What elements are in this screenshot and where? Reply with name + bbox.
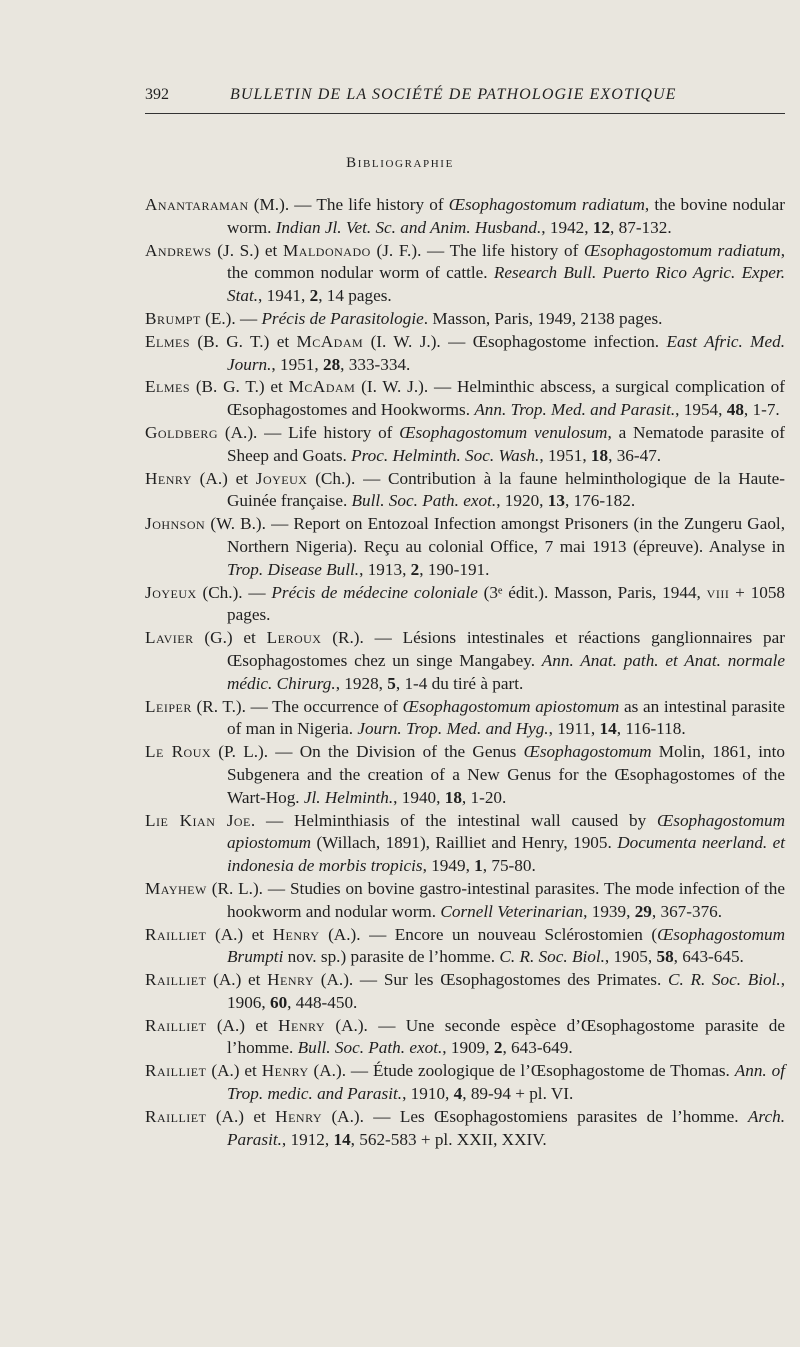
- reference-text: , 1942,: [541, 217, 593, 237]
- reference-volume: 58: [656, 947, 674, 967]
- reference-volume: 4: [453, 1084, 463, 1104]
- reference-text: (A.) et: [191, 468, 256, 488]
- reference-title: C. R. Soc. Biol.: [667, 970, 781, 990]
- reference-text: , a Nematode parasite of Sheep and Goats.: [227, 422, 785, 465]
- reference-author: Goldberg: [145, 422, 219, 442]
- reference-coauthor: Joyeux: [255, 468, 308, 488]
- reference-text: (3ᵉ édit.). Masson, Paris, 1944,: [477, 582, 707, 602]
- reference-title: Bull. Soc. Path. exot.: [297, 1038, 443, 1058]
- reference-title: Œsophagostomum Brumpti: [227, 924, 786, 967]
- reference-text: (A.). — Étude zoologique de l’Œsophagostome de Thomas.: [308, 1061, 735, 1081]
- reference-volume: 18: [444, 787, 462, 807]
- reference-volume: 14: [333, 1129, 351, 1149]
- reference-text: (Ch.). — Contribution à la faune helminthologique de la Haute-Guinée française.: [227, 468, 786, 511]
- reference-text: , 36-47.: [608, 445, 662, 465]
- reference-text: Molin, 1861, into Subgenera and the creation of a New Genus for the Œsophagostomes of the Wart-Hog.: [227, 742, 786, 807]
- reference-text: (A.). — Sur les Œsophagostomes des Primates.: [314, 970, 668, 990]
- header-rule: [145, 113, 785, 114]
- bibliography-list: [145, 194, 785, 1151]
- reference-title: Ann. Trop. Med. and Parasit.: [474, 400, 676, 420]
- reference-text: , 1906,: [227, 970, 786, 1012]
- reference-entry: [145, 308, 785, 331]
- reference-entry: [145, 422, 785, 468]
- reference-title: East Afric. Med. Journ.: [227, 331, 786, 374]
- reference-text: (J. S.) et: [211, 240, 284, 260]
- reference-text: , 1951,: [539, 445, 591, 465]
- reference-author: Railliet: [145, 1106, 207, 1126]
- reference-coauthor: Henry: [272, 924, 320, 944]
- reference-entry: [145, 468, 785, 514]
- reference-entry: [145, 240, 785, 308]
- reference-entry: [145, 513, 785, 581]
- reference-text: (A.) et: [206, 1015, 279, 1035]
- reference-author: Railliet: [145, 970, 207, 990]
- reference-title: Trop. Disease Bull.: [227, 559, 360, 579]
- reference-text: (R. L.). — Studies on bovine gastro-intestinal parasites. The mode infection of the hookworm and nodular worm.: [206, 878, 785, 921]
- reference-title: Œsophagostomum: [523, 742, 652, 762]
- reference-title: Œsophagostomum radiatum: [584, 240, 781, 260]
- reference-coauthor: Leroux: [266, 628, 322, 648]
- reference-text: , 643-649.: [502, 1038, 573, 1058]
- reference-volume: 60: [269, 992, 288, 1012]
- reference-title: C. R. Soc. Biol.: [499, 947, 605, 967]
- reference-coauthor: viii: [706, 582, 730, 602]
- reference-text: , 176-182.: [564, 491, 636, 511]
- reference-author: Andrews: [145, 240, 212, 260]
- reference-text: , 562-583 + pl. XXII, XXIV.: [350, 1129, 547, 1149]
- reference-author: Railliet: [145, 1015, 207, 1035]
- reference-volume: 18: [590, 445, 609, 465]
- reference-text: , 1928,: [335, 673, 388, 693]
- reference-text: , 1-7.: [743, 400, 780, 420]
- reference-title: Journ. Trop. Med. and Hyg.: [357, 719, 549, 739]
- reference-text: (E.). —: [200, 308, 262, 328]
- reference-title: Œsophagostomum radiatum: [448, 195, 645, 214]
- reference-text: , 1954,: [675, 400, 727, 420]
- reference-entry: [145, 194, 785, 240]
- reference-coauthor: McAdam: [296, 331, 364, 351]
- reference-text: (A.) et: [206, 924, 273, 944]
- reference-text: , 1911,: [548, 719, 600, 739]
- reference-text: (A.) et: [206, 970, 268, 990]
- reference-author: Joyeux: [145, 582, 197, 602]
- reference-author: Lavier: [145, 628, 194, 648]
- reference-volume: 12: [592, 217, 611, 237]
- reference-text: , 1913,: [359, 559, 411, 579]
- reference-text: , 1905,: [604, 947, 657, 967]
- reference-text: , 89-94 + pl. VI.: [462, 1084, 574, 1104]
- reference-text: , 1-20.: [461, 787, 507, 807]
- reference-coauthor: Henry: [267, 970, 315, 990]
- reference-title: Précis de Parasitologie: [261, 308, 424, 328]
- reference-author: Elmes: [145, 377, 191, 397]
- reference-title: Arch. Parasit.: [227, 1106, 786, 1149]
- reference-title: Œsophagostomum venulosum: [399, 422, 608, 442]
- section-title: Bibliographie: [346, 155, 454, 171]
- reference-text: , 1-4 du tiré à part.: [395, 673, 524, 693]
- reference-author: Henry: [145, 468, 192, 488]
- reference-text: (A.). — Les Œsophagostomiens parasites de l’homme.: [322, 1106, 748, 1126]
- reference-author: Anantaraman: [145, 195, 249, 214]
- reference-coauthor: McAdam: [288, 377, 356, 397]
- reference-title: Documenta neerland. et indonesia de morbis tropicis: [227, 833, 786, 876]
- page-number: 392: [145, 86, 169, 103]
- reference-text: , 367-376.: [651, 901, 723, 921]
- reference-text: , 448-450.: [287, 992, 358, 1012]
- reference-author: Mayhew: [145, 878, 207, 898]
- reference-volume: 5: [387, 673, 396, 693]
- reference-title: Cornell Veterinarian: [440, 901, 584, 921]
- reference-text: (R. T.). — The occurrence of: [191, 696, 403, 716]
- reference-text: , 333-334.: [340, 354, 411, 374]
- reference-author: Railliet: [145, 1061, 207, 1081]
- reference-title: Indian Jl. Vet. Sc. and Anim. Husband.: [275, 217, 542, 237]
- reference-title: Bull. Soc. Path. exot.: [351, 491, 497, 511]
- reference-text: (M.). — The life history of: [248, 195, 449, 214]
- reference-text: (P. L.). — On the Division of the Genus: [211, 742, 524, 762]
- journal-title: BULLETIN DE LA SOCIÉTÉ DE PATHOLOGIE EXOTIQUE: [230, 86, 677, 103]
- reference-text: (B. G. T.) et: [190, 377, 289, 397]
- reference-volume: 48: [726, 400, 744, 420]
- reference-entry: [145, 1060, 785, 1106]
- reference-text: , the common nodular worm of cattle.: [227, 240, 785, 283]
- reference-volume: 2: [410, 559, 420, 579]
- reference-title: Research Bull. Puerto Rico Agric. Exper. Stat.: [227, 263, 785, 306]
- reference-coauthor: Maldonado: [283, 240, 371, 260]
- reference-entry: [145, 810, 785, 878]
- reference-text: (B. G. T.) et: [190, 331, 297, 351]
- reference-text: (J. F.). — The life history of: [370, 240, 585, 260]
- reference-entry: [145, 331, 785, 377]
- reference-text: , 1910,: [402, 1084, 454, 1104]
- reference-text: (A.). — Encore un nouveau Sclérostomien (: [319, 924, 658, 944]
- reference-text: (I. W. J.). — Œsophagostome infection.: [363, 331, 667, 351]
- reference-title: Ann. Anat. path. et Anat. normale médic. Chirurg.: [227, 650, 785, 693]
- reference-text: , 75-80.: [482, 856, 536, 876]
- reference-text: , 14 pages.: [318, 286, 392, 306]
- reference-entry: [145, 582, 785, 628]
- reference-entry: [145, 878, 785, 924]
- reference-title: Proc. Helminth. Soc. Wash.: [351, 445, 540, 465]
- reference-entry: [145, 924, 785, 970]
- reference-text: nov. sp.) parasite de l’homme.: [283, 947, 500, 967]
- reference-text: (W. B.). — Report on Entozoal Infection amongst Prisoners (in the Zungeru Gaol, Northern Nigeria). Reçu au colonial Office, 7 mai 1913 (épreuve). Analyse in: [205, 514, 785, 556]
- reference-text: , 1941,: [258, 286, 310, 306]
- reference-volume: 13: [547, 491, 565, 511]
- reference-title: Œsophagostomum apiostomum: [402, 696, 620, 716]
- reference-text: . — Helminthiasis of the intestinal wall caused by: [250, 810, 658, 830]
- reference-volume: 2: [309, 286, 319, 306]
- reference-entry: [145, 1106, 785, 1152]
- reference-text: , 1949,: [422, 856, 475, 876]
- reference-author: Johnson: [145, 514, 206, 534]
- reference-text: , 1920,: [496, 491, 548, 511]
- reference-text: , 116-118.: [616, 719, 686, 739]
- reference-volume: 14: [599, 719, 617, 739]
- reference-volume: 1: [474, 856, 483, 876]
- reference-text: . Masson, Paris, 1949, 2138 pages.: [423, 308, 663, 328]
- reference-author: Railliet: [145, 924, 207, 944]
- reference-author: Brumpt: [145, 308, 201, 328]
- reference-entry: [145, 627, 785, 695]
- reference-author: Lie Kian Joe: [145, 810, 251, 830]
- reference-text: , 1939,: [583, 901, 635, 921]
- reference-text: (I. W. J.). — Helminthic abscess, a surgical complication of Œsophagostomes and Hookworms.: [227, 377, 785, 420]
- reference-volume: 2: [493, 1038, 503, 1058]
- reference-volume: 29: [634, 901, 652, 921]
- reference-title: Œsophagostomum apiostomum: [227, 810, 785, 853]
- reference-text: (A.). — Life history of: [218, 422, 400, 442]
- running-head: [145, 86, 785, 110]
- reference-text: , the bovine nodular worm.: [227, 195, 785, 237]
- reference-entry: [145, 741, 785, 809]
- reference-text: , 1940,: [393, 787, 445, 807]
- reference-text: (Ch.). —: [196, 582, 272, 602]
- reference-text: , 190-191.: [419, 559, 490, 579]
- reference-author: Leiper: [145, 696, 192, 716]
- reference-text: , 1909,: [442, 1038, 494, 1058]
- reference-text: (A.). — Une seconde espèce d’Œsophagostome parasite de l’homme.: [227, 1015, 785, 1058]
- reference-title: Ann. of Trop. medic. and Parasit.: [227, 1061, 786, 1104]
- reference-entry: [145, 696, 785, 742]
- reference-coauthor: Henry: [278, 1015, 326, 1035]
- reference-volume: 28: [322, 354, 341, 374]
- reference-author: Elmes: [145, 331, 191, 351]
- reference-coauthor: Henry: [261, 1061, 309, 1081]
- reference-text: + 1058 pages.: [227, 582, 786, 625]
- reference-text: , 87-132.: [610, 217, 672, 237]
- reference-text: as an intestinal parasite of man in Nigeria.: [227, 696, 785, 739]
- reference-text: (R.). — Lésions intestinales et réactions ganglionnaires par Œsophagostomes chez un singe Mangabey.: [227, 628, 786, 670]
- reference-author: Le Roux: [145, 742, 212, 762]
- reference-entry: [145, 376, 785, 422]
- reference-text: (A.) et: [206, 1061, 262, 1081]
- reference-title: Précis de médecine coloniale: [271, 582, 478, 602]
- reference-coauthor: Henry: [275, 1106, 323, 1126]
- reference-text: , 643-645.: [673, 947, 744, 967]
- reference-text: (G.) et: [193, 628, 267, 648]
- reference-entry: [145, 1015, 785, 1061]
- reference-entry: [145, 969, 785, 1015]
- reference-text: , 1912,: [281, 1129, 334, 1149]
- reference-text: (A.) et: [206, 1106, 276, 1126]
- reference-text: (Willach, 1891), Railliet and Henry, 1905.: [311, 833, 618, 853]
- reference-title: Jl. Helminth.: [303, 787, 394, 807]
- reference-text: , 1951,: [271, 354, 323, 374]
